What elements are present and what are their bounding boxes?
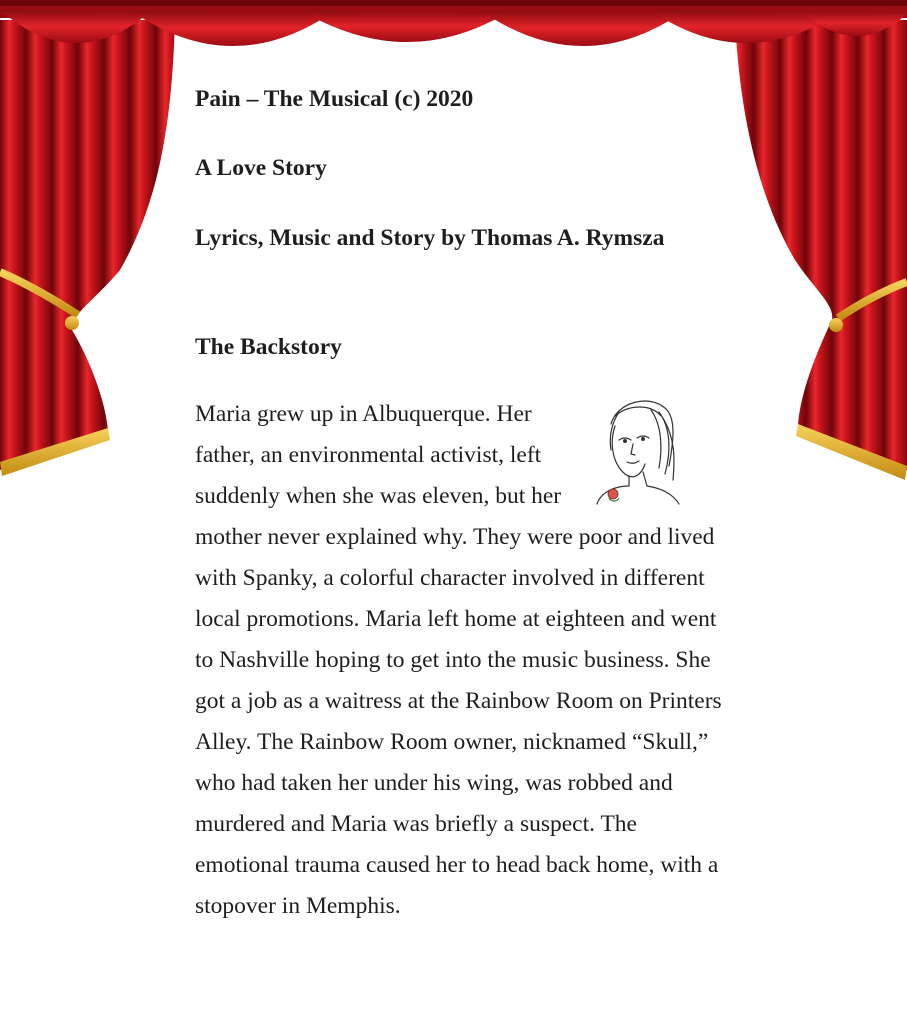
- section-heading: The Backstory: [195, 334, 342, 360]
- page-title: Pain – The Musical (c) 2020: [195, 86, 474, 112]
- subtitle: A Love Story: [195, 155, 327, 181]
- left-drape: [0, 20, 175, 476]
- backstory-paragraph: Maria grew up in Albuquerque. Her father, an environmental activist, left suddenly when she was eleven, but her mother never explained why. They were poor and lived with Spanky, a colorful character involved in different local promotions. Maria left home at eighteen and went to Nashville hoping to get into the music business. She got a job as a waitress at the Rainbow Room on Printers Alley. The Rainbow Room owner, nicknamed “Skull,” who had taken her under his wing, was robbed and murdered and Maria was briefly a suspect. The emotional trauma caused her to head back home, with a stopover in Memphis.: [195, 401, 722, 919]
- right-drape: [735, 20, 907, 480]
- backstory-paragraph-block: [195, 394, 725, 927]
- credit-line: Lyrics, Music and Story by Thomas A. Rymsza: [195, 225, 665, 251]
- portrait-sketch: [589, 394, 709, 506]
